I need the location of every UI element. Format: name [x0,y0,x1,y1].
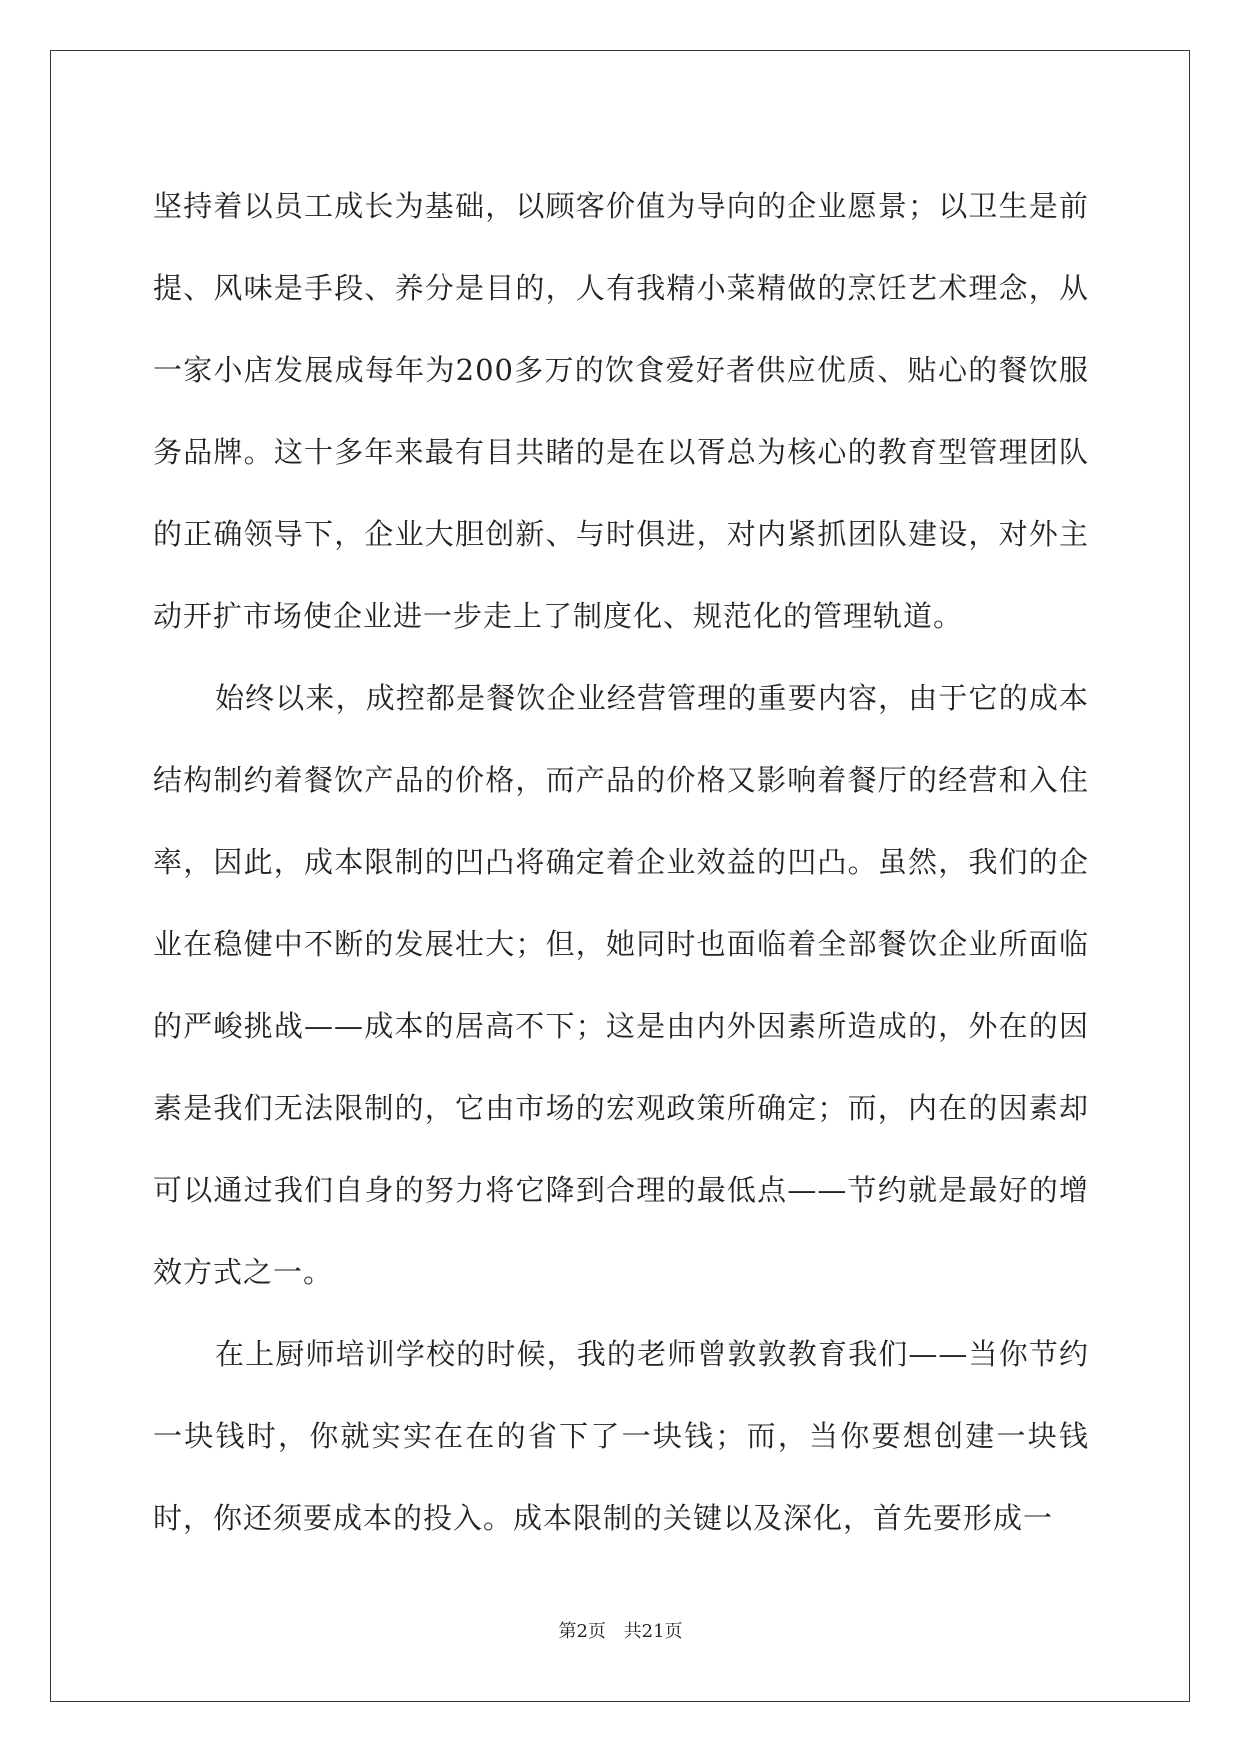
paragraph-1: 坚持着以员工成长为基础，以顾客价值为导向的企业愿景；以卫生是前提、风味是手段、养分是目的，人有我精小菜精做的烹饪艺术理念，从一家小店发展成每年为200多万的饮食爱好者供应优质、贴心的餐饮服务品牌。这十多年来最有目共睹的是在以胥总为核心的教育型管理团队的正确领导下，企业大胆创新、与时俱进，对内紧抓团队建设，对外主动开扩市场使企业进一步走上了制度化、规范化的管理轨道。 [153,189,1089,633]
page-total: 共21页 [623,1621,683,1642]
page-number: 第2页 [558,1621,606,1642]
document-body [153,165,1089,1559]
page-footer [0,1617,1241,1643]
paragraph-2: 始终以来，成控都是餐饮企业经营管理的重要内容，由于它的成本结构制约着餐饮产品的价格，而产品的价格又影响着餐厅的经营和入住率，因此，成本限制的凹凸将确定着企业效益的凹凸。虽然，我们的企业在稳健中不断的发展壮大；但，她同时也面临着全部餐饮企业所面临的严峻挑战——成本的居高不下；这是由内外因素所造成的，外在的因素是我们无法限制的，它由市场的宏观政策所确定；而，内在的因素却可以通过我们自身的努力将它降到合理的最低点——节约就是最好的增效方式之一。 [153,681,1089,1289]
paragraph-3: 在上厨师培训学校的时候，我的老师曾敦敦教育我们——当你节约一块钱时，你就实实在在的省下了一块钱；而，当你要想创建一块钱时，你还须要成本的投入。成本限制的关键以及深化，首先要形成一 [153,1337,1089,1535]
